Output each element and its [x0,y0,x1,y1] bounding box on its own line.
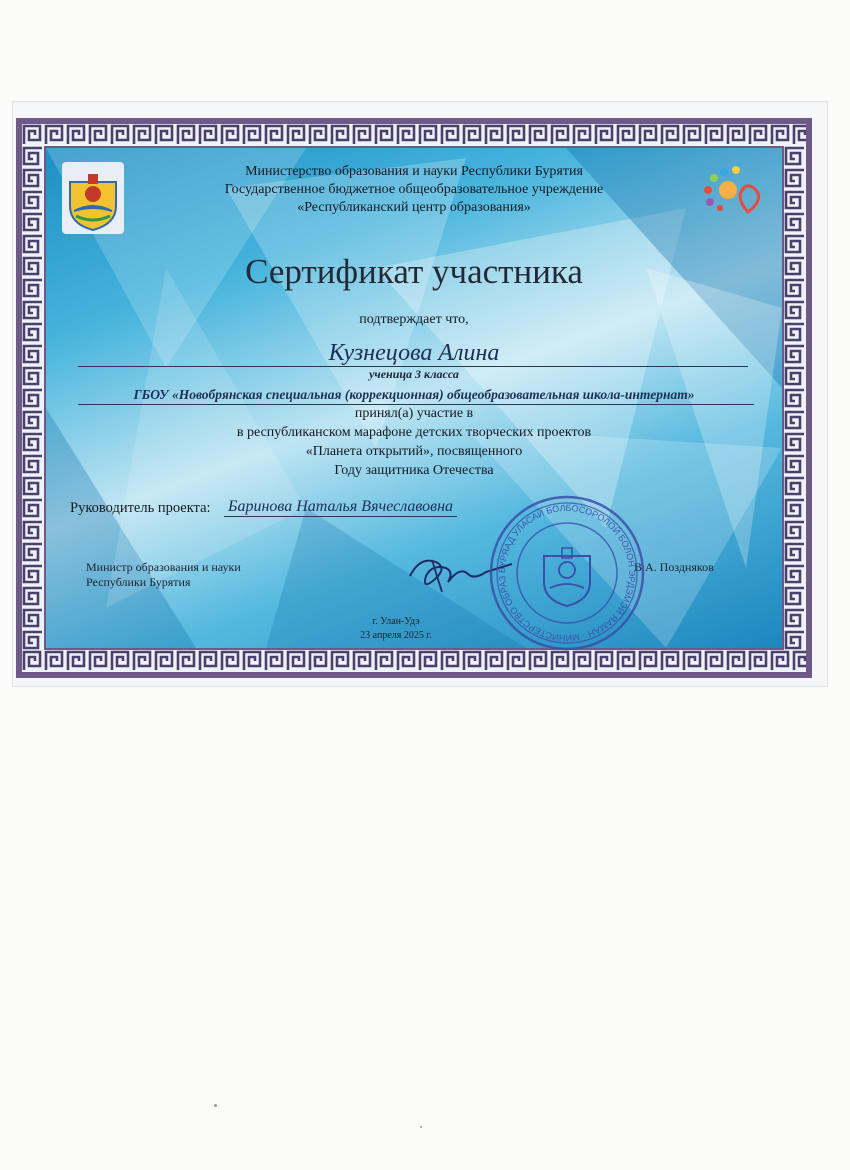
certificate-title: Сертификат участника [245,252,583,291]
meander-border-right [784,146,806,650]
event-line-2: «Планета открытий», посвященного [305,444,523,459]
event-line-1: в республиканском марафоне детских творческих проектов [236,425,592,440]
date-text: 23 апреля 2025 г. [360,630,432,641]
meander-border-left [22,146,44,650]
participated-text: принял(а) участие в [354,406,474,421]
center-name: «Республиканский центр образования» [297,200,531,215]
leader-label: Руководитель проекта: [70,500,211,516]
leader-name: Баринова Наталья Вячеславовна [224,498,457,517]
school-underline [78,404,754,405]
scan-speck [420,1126,422,1128]
official-stamp [488,494,646,652]
participant-grade: ученица 3 класса [369,367,459,381]
meander-border-top [22,124,806,146]
minister-title-line-1: Министр образования и науки [86,560,241,574]
scan-speck [214,1104,217,1107]
school-name: ГБОУ «Новобрянская специальная (коррекционная) общеобразовательная школа-интернат» [133,387,695,402]
meander-border-bottom [22,650,806,672]
institution-type: Государственное бюджетное общеобразовательное учреждение [224,182,604,197]
signatory-name: В.А. Поздняков [634,560,714,574]
minister-title-line-2: Республики Бурятия [86,575,191,589]
confirms-text: подтверждает что, [359,312,469,327]
stamp-ring-text: БУРЯАД УЛАСАЙ БОЛБОСОРОЛОЙ БОЛОН ЭРДЭМЭЙ ЯАМАН · МИНИСТЕРСТВО ОБРАЗ [496,502,638,644]
participant-name: Кузнецова Алина [328,340,500,366]
ministry-name: Министерство образования и науки Республики Бурятия [245,164,583,179]
city-text: г. Улан-Удэ [372,616,420,627]
svg-text:БУРЯАД УЛАСАЙ БОЛБОСОРОЛОЙ БОЛ [488,494,637,643]
event-line-3: Году защитника Отечества [334,463,494,478]
